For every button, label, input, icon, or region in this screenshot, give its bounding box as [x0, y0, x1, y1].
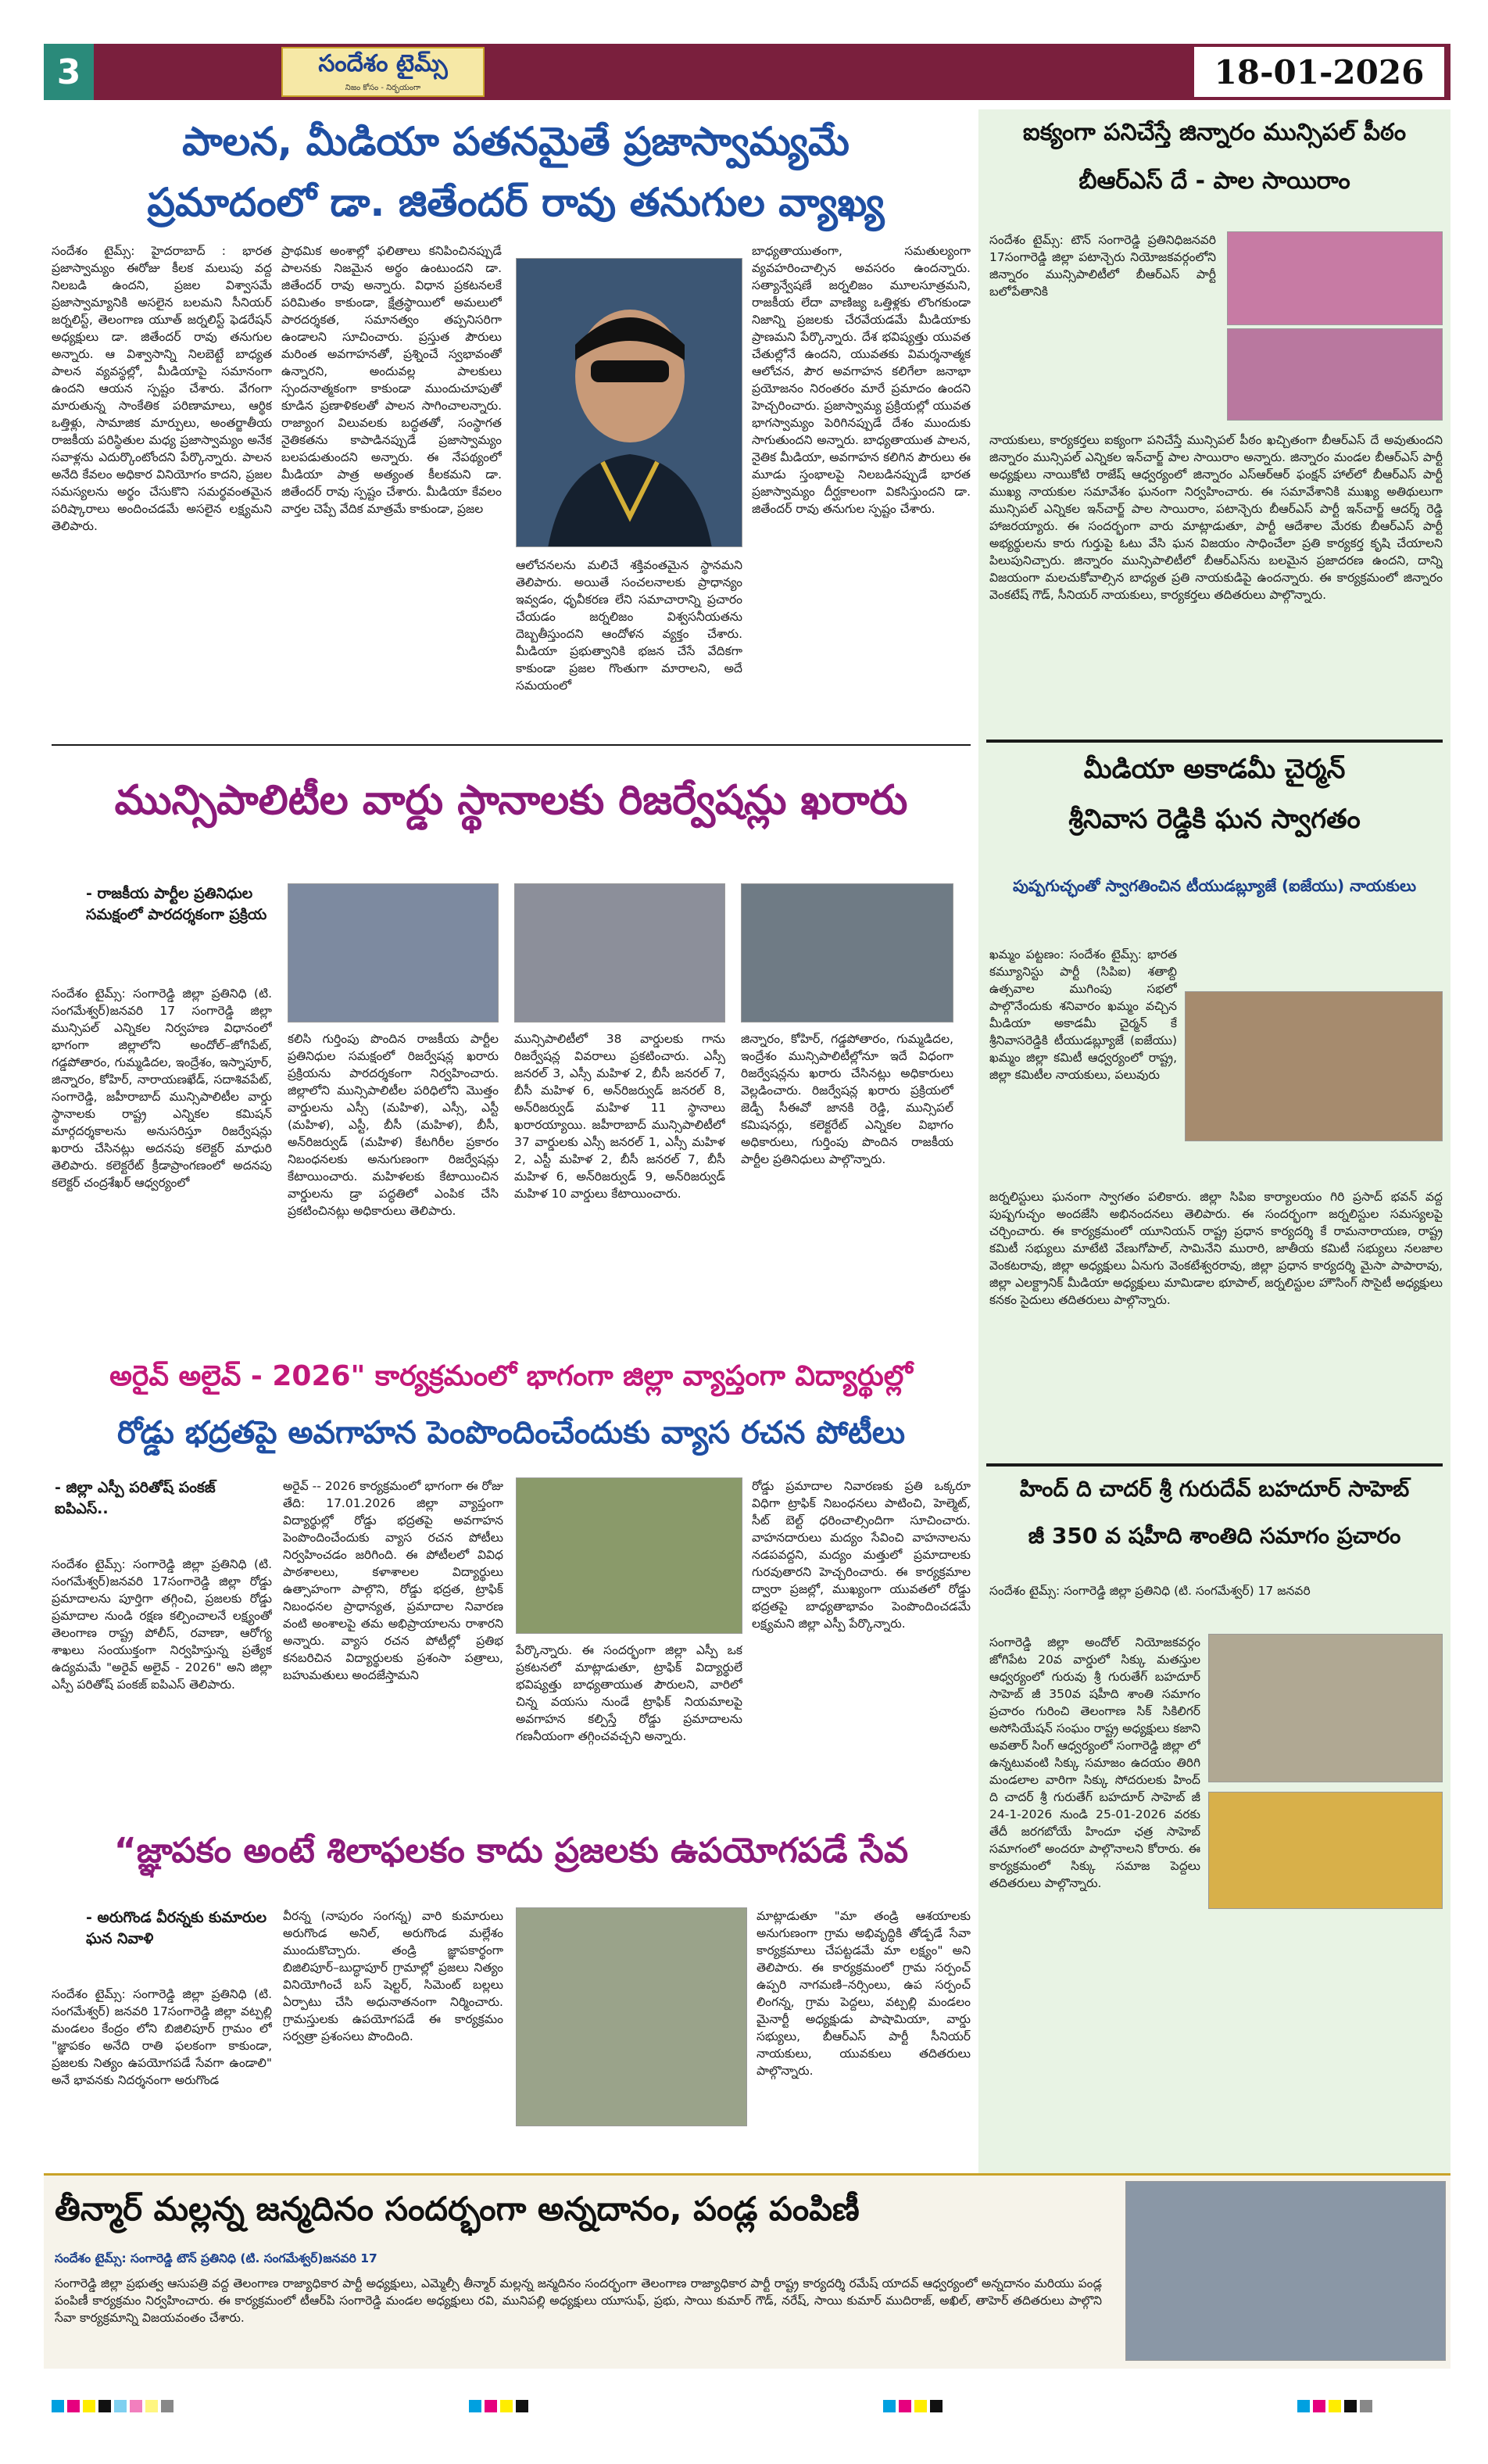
article2-photo-3	[741, 883, 953, 1022]
article1-col1: సందేశం టైమ్స్: హైదరాబాద్ : భారత ప్రజాస్వామ్యం ఈరోజు కీలక మలుపు వద్ద నిలబడి ఉందని, ప్రజల విశ్వాసమే ప్రజాస్వామ్యానికి అసలైన బలమని సీనియర్ జర్నలిస్ట్, తెలంగాణ యూత్ జర్నలిస్ట్ ఫెడరేషన్ అధ్యక్షులు డా. జితేందర్ రావు తనుగుల అన్నారు. ఆ విశ్వాసాన్ని నిలబెట్టే బాధ్యత పాలన వ్యవస్థల్లో, మీడియాపై సమానంగా ఉందని ఆయన స్పష్టం చేశారు. వేగంగా మారుతున్న సాంకేతిక పరిణామాలు, ఆర్థిక ఒత్తిళ్లు, సామాజిక మార్పులు, అంతర్జాతీయ రాజకీయ పరిస్థితుల మధ్య ప్రజాస్వామ్యం అనేక సవాళ్లను ఎదుర్కొంటోందని పేర్కొన్నారు. పాలన అనేది కేవలం అధికార వినియోగం కాదని, ప్రజల సమస్యలను అర్థం చేసుకొని సమర్థవంతమైన పరిష్కారాలు అందించడమే అసలైన లక్ష్యమని తెలిపారు.	[52, 244, 272, 533]
logo-tagline: నిజం కోసం - నిర్భయంగా	[345, 84, 421, 92]
print-registration-marks-mid	[469, 2400, 528, 2416]
article4-headline: “జ్ఞాపకం అంటే శిలాఫలకం కాదు ప్రజలకు ఉపయోగపడే సేవ	[113, 1831, 909, 1871]
article2-strap: - రాజకీయ పార్టీల ప్రతినిధుల సమక్షంలో పారదర్శకంగా ప్రక్రియ	[86, 885, 267, 923]
article4-col1: సందేశం టైమ్స్: సంగారెడ్డి జిల్లా ప్రతినిధి (టి. సంగమేశ్వర్) జనవరి 17సంగారెడ్డి జిల్లా వట్పల్లి మండలం కేంద్రం లోని బిజిలిపూర్ గ్రామం లో "జ్ఞాపకం అనేది రాతి ఫలకంగా కాకుండా, ప్రజలకు నిత్యం ఉపయోగపడే సేవగా ఉండాలి" అనే భావనకు నిదర్శనంగా అరుగొండ	[52, 1987, 272, 2087]
sidebar-story3-photo-2	[1208, 1792, 1443, 1909]
article2-col4: జిన్నారం, కోహిర్, గడ్డపోతారం, గుమ్మడిదల, ఇంద్రేశం మున్సిపాలిటీల్లోనూ ఇదే విధంగా రిజర్వేషన్లను ఖరారు చేసినట్లు అధికారులు వెల్లడించారు. రిజర్వేషన్ల ఖరారు ప్రక్రియలో జెడ్పీ సీఈవో జానకి రెడ్డి, మున్సిపల్ కమిషనర్లు, కలెక్టరేట్ ఎన్నికల విభాగం అధికారులు, గుర్తింపు పొందిన రాజకీయ పార్టీల ప్రతినిధులు పాల్గొన్నారు.	[741, 1032, 953, 1166]
article3-headline-line1: అరైవ్ అలైవ్ - 2026" కార్యక్రమంలో భాగంగా జిల్లా వ్యాప్తంగా విద్యార్థుల్లో	[109, 1360, 913, 1392]
article1-col2: ప్రాథమిక అంశాల్లో ఫలితాలు కనిపించినప్పుడే పాలనకు నిజమైన అర్థం ఉంటుందని డా. జితేందర్ రావు అన్నారు. విధాన ప్రకటనలకే పరిమితం కాకుండా, క్షేత్రస్థాయిలో అమలులో పారదర్శకత, సమానత్వం తప్పనిసరిగా ఉండాలని సూచించారు. ప్రస్తుత పౌరులు మరింత అవగాహనతో, ప్రశ్నించే స్వభావంతో ఉన్నారని, అందువల్ల పాలకులు స్పందనాత్మకంగా కాకుండా ముందుచూపుతో కూడిన ప్రణాళికలతో పాలన సాగించాలన్నారు. రాజ్యాంగ విలువలకు బద్ధతతో, సంస్థాగత నైతికతను కాపాడినప్పుడే ప్రజాస్వామ్యం బలపడుతుందని అన్నారు. ఈ నేపథ్యంలో మీడియా పాత్ర అత్యంత కీలకమని డా. జితేందర్ రావు స్పష్టం చేశారు. మీడియా కేవలం వార్తల చెప్పే వేదిక మాత్రమే కాకుండా, ప్రజల	[281, 244, 502, 516]
print-registration-marks-right	[1297, 2400, 1372, 2416]
article3-strap: - జిల్లా ఎస్పీ పరితోష్ పంకజ్ ఐపిఎస్..	[55, 1479, 216, 1517]
sidebar-story1-photo-1	[1227, 231, 1443, 325]
article2-photo-1	[288, 883, 499, 1022]
sidebar-story2-headline-line1: మీడియా అకాడమీ చైర్మన్	[1083, 754, 1346, 785]
sidebar-story2-intro: ఖమ్మం పట్టణం: సందేశం టైమ్స్: భారత కమ్యూనిస్టు పార్టీ (సిపిఐ) శతాబ్ది ఉత్సవాల ముగింపు సభలో పాల్గొనేందుకు శనివారం ఖమ్మం వచ్చిన మీడియా అకాడమీ చైర్మన్ కే శ్రీనివాసరెడ్డికి టీయుడబ్ల్యూజే (ఐజేయు) ఖమ్మం జిల్లా కమిటీ ఆధ్వర్యంలో రాష్ట్ర, జిల్లా కమిటీల నాయకులు, పలువురు	[989, 947, 1177, 1082]
section-divider	[52, 744, 971, 746]
print-registration-marks-mid2	[883, 2400, 943, 2416]
article2-col3: మున్సిపాలిటీలో 38 వార్డులకు గాను రిజర్వేషన్ల వివరాలు ప్రకటించారు. ఎస్సీ జనరల్ 3, ఎస్సీ మహిళ 2, బీసీ జనరల్ 7, బీసీ మహిళ 6, అన్‌రిజర్వుడ్ జనరల్ 8, అన్‌రిజర్వుడ్ మహిళ 11 స్థానాలు ఖరారయ్యాయి. జహీరాబాద్ మున్సిపాలిటీలో 37 వార్డులకు ఎస్సీ జనరల్ 1, ఎస్సీ మహిళ 2, ఎస్టీ మహిళ 2, బీసీ జనరల్ 7, బీసీ మహిళ 6, అన్‌రిజర్వుడ్ 9, అన్‌రిజర్వుడ్ మహిళ 10 వార్డులు కేటాయించారు.	[514, 1032, 725, 1201]
sidebar-divider-2	[986, 1463, 1443, 1467]
sidebar-story1-intro: సందేశం టైమ్స్: టౌన్ సంగారెడ్డి ప్రతినిధిజనవరి 17సంగారెడ్డి జిల్లా పటాన్చెరు నియోజకవర్గంలోని జిన్నారం మున్సిపాలిటీలో బీఆర్ఎస్ పార్టీ బలోపేతానికి	[989, 233, 1216, 299]
article2-photo-2	[514, 883, 725, 1022]
issue-date: 18-01-2026	[1194, 47, 1444, 97]
article4-photo	[516, 1907, 747, 2126]
article3-col2: అరైవ్ -- 2026 కార్యక్రమంలో భాగంగా ఈ రోజు తేది: 17.01.2026 జిల్లా వ్యాప్తంగా విద్యార్థుల్లో రోడ్డు భద్రతపై అవగాహన పెంపొందించేందుకు వ్యాస రచన పోటీలు నిర్వహించడం జరిగింది. ఈ పోటీలలో వివిధ పాఠశాలలు, కళాశాలల విద్యార్థులు ఉత్సాహంగా పాల్గొని, రోడ్డు భద్రత, ట్రాఫిక్ నిబంధనల ప్రాధాన్యత, ప్రమాదాల నివారణ వంటి అంశాలపై తమ అభిప్రాయాలను రాశారని అన్నారు. వ్యాస రచన పోటీల్లో ప్రతిభ కనబరిచిన విద్యార్థులకు ప్రశంసా పత్రాలు, బహుమతులు అందజేస్తామని	[283, 1479, 503, 1682]
article3-photo	[516, 1477, 742, 1634]
sidebar-story1-headline-line2: బీఆర్ఎస్ దే - పాల సాయిరాం	[1078, 167, 1350, 195]
article1-portrait-photo	[516, 258, 742, 547]
bottom-headline: తీన్మార్ మల్లన్న జన్మదినం సందర్భంగా అన్నదానం, పండ్ల పంపిణీ	[55, 2190, 860, 2228]
newspaper-logo	[281, 47, 485, 97]
sidebar-story2-photo	[1185, 991, 1443, 1141]
sidebar-story2-headline-line2: శ్రీనివాస రెడ్డికి ఘన స్వాగతం	[1068, 804, 1361, 835]
article3-col1: సందేశం టైమ్స్: సంగారెడ్డి జిల్లా ప్రతినిధి (టి. సంగమేశ్వర్)జనవరి 17సంగారెడ్డి జిల్లా రోడ్డు ప్రమాదాలను పూర్తిగా తగ్గించి, ప్రజలకు రోడ్డు ప్రమాదాల నుండి రక్షణ కల్పించాలనే లక్ష్యంతో తెలంగాణ రాష్ట్ర పోలీస్, రవాణా, ఆరోగ్య శాఖలు సంయుక్తంగా నిర్వహిస్తున్న ప్రత్యేక ఉద్యమమే "అరైవ్ అలైవ్ - 2026" అని జిల్లా ఎస్పీ పరితోష్ పంకజ్ ఐపిఎస్ తెలిపారు.	[52, 1557, 272, 1692]
sidebar-story1-headline-line1: ఐక్యంగా పనిచేస్తే జిన్నారం మున్సిపల్ పీఠం	[1022, 119, 1407, 146]
article2-col2: కలిసి గుర్తింపు పొందిన రాజకీయ పార్టీల ప్రతినిధుల సమక్షంలో రిజర్వేషన్ల ఖరారు ప్రక్రియను పారదర్శకంగా నిర్వహించారు. జిల్లాలోని మున్సిపాలిటీల పరిధిలోని మొత్తం వార్డులను ఎస్సీ (మహిళ), ఎస్సీ, ఎస్టీ (మహిళ), ఎస్టీ, బీసీ (మహిళ), బీసీ, అన్‌రిజర్వుడ్ (మహిళ) కేటగిరీల ప్రకారం నిబంధనలకు అనుగుణంగా రిజర్వేషన్లు కేటాయించారు. మహిళలకు కేటాయించిన వార్డులను డ్రా పద్ధతిలో ఎంపిక చేసి ప్రకటించినట్లు అధికారులు తెలిపారు.	[288, 1032, 499, 1218]
sidebar-story3-photo-1	[1208, 1634, 1443, 1782]
sidebar-story3-headline-line2: జీ 350 వ షహీది శాంతిది సమాగం ప్రచారం	[1028, 1523, 1401, 1549]
sidebar-story3-body: సంగారెడ్డి జిల్లా అందోల్ నియోజకవర్గం జోగిపేట 20వ వార్డులో సిక్కు మతస్తుల ఆధ్వర్యంలో గురువు శ్రీ గురుతేగ్ బహదూర్ సాహెబ్ జీ 350వ షహీది శాంతి సమాగం ప్రచారం గురించి తెలంగాణ సిక్ సికిలిగర్ అసోసియేషన్ సంఘం రాష్ట్ర అధ్యక్షులు కజాని అవతార్ సింగ్ ఆధ్వర్యంలో సంగారెడ్డి జిల్లా లో ఉన్నటువంటి సిక్కు సమాజం ఉదయం తిరిగి మండలాల వారిగా సిక్కు సోదరులకు హింద్ ది చాదర్ శ్రీ గురుతేగ్ బహదూర్ సాహెబ్ జీ 24-1-2026 నుండి 25-01-2026 వరకు తేదీ జరగబోయే హిందూ ఛత్ర సాహెబ్ సమాగంలో అందరూ పాల్గొనాలని కోరారు. ఈ కార్యక్రమంలో సిక్కు సమాజ పెద్దలు తదితరులు పాల్గొన్నారు.	[989, 1635, 1200, 1890]
sidebar-story2-strap: పుష్పగుచ్ఛంతో స్వాగతించిన టీయుడబ్ల్యూజే (ఐజేయు) నాయకులు	[1012, 876, 1417, 895]
print-registration-marks-left	[52, 2400, 173, 2416]
page-number: 3	[44, 44, 94, 100]
sidebar-story1-body: నాయకులు, కార్యకర్తలు ఐక్యంగా పనిచేస్తే మున్సిపల్ పీఠం ఖచ్చితంగా బీఆర్ఎస్ దే అవుతుందని జిన్నారం మున్సిపల్ ఎన్నికల ఇన్‌చార్జ్ పాల సాయిరాం అన్నారు. జిన్నారం మండల బీఆర్ఎస్ పార్టీ అధ్యక్షులు నాయికోటి రాజేష్ ఆధ్వర్యంలో జిన్నారం ఎస్‌ఆర్‌ఆర్ ఫంక్షన్ హాల్‌లో బీఆర్ఎస్ పార్టీ ముఖ్య నాయకుల సమావేశం ఘనంగా నిర్వహించారు. ఈ సమావేశానికి ముఖ్య అతిథులుగా మున్సిపల్ ఎన్నికల ఇన్‌చార్జ్ పాల సాయిరాం, పటాన్చెరు బీఆర్ఎస్ పార్టీ ఇన్‌చార్జ్ ఆదర్శ్ రెడ్డి హాజరయ్యారు. ఈ సందర్భంగా వారు మాట్లాడుతూ, పార్టీ ఆదేశాల మేరకు బీఆర్ఎస్ పార్టీ అభ్యర్థులను కారు గుర్తుపై ఓటు వేసి ఘన విజయం సాధించేలా ప్రతి కార్యకర్త కృషి చేయాలని పిలుపునిచ్చారు. జిన్నారం మున్సిపాలిటీలో బీఆర్ఎస్‌ను బలమైన ప్రజాదరణ ఉందని, దాన్ని విజయంగా మలచుకోవాల్సిన బాధ్యత ప్రతి నాయకుడిపై ఉందన్నారు. ఈ కార్యక్రమంలో జిన్నారం వెంకటేష్ గౌడ్, సీనియర్ నాయకులు, కార్యకర్తలు తదితరులు పాల్గొన్నారు.	[989, 433, 1443, 602]
sidebar-story1-photo-2	[1227, 328, 1443, 421]
bottom-photo	[1125, 2181, 1446, 2361]
article4-col2: వీరన్న (నాపురం సంగన్న) వారి కుమారులు అరుగొండ అనిల్, అరుగొండ మల్లేశం ముందుకొచ్చారు. తండ్రి జ్ఞాపకార్థంగా బిజిలిపూర్–బుద్ధాపూర్ గ్రామాల్లో ప్రజలు నిత్యం వినియోగించే బస్ షెల్టర్, సిమెంట్ బల్లలు ఏర్పాటు చేసి అధునాతనంగా నిర్మించారు. గ్రామస్తులకు ఉపయోగపడే ఈ కార్యక్రమం సర్వత్రా ప్రశంసలు పొందింది.	[283, 1909, 503, 2043]
article1-col3: ఆలోచనలను మలిచే శక్తివంతమైన స్థానమని తెలిపారు. అయితే సంచలనాలకు ప్రాధాన్యం ఇవ్వడం, ధృవీకరణ లేని సమాచారాన్ని ప్రచారం చేయడం జర్నలిజం విశ్వసనీయతను దెబ్బతీస్తుందని ఆందోళన వ్యక్తం చేశారు. మీడియా ప్రభుత్వానికి భజన చేసే వేదికగా కాకుండా ప్రజల గొంతుగా మారాలని, అదే సమయంలో	[516, 558, 742, 693]
article2-col1: సందేశం టైమ్స్: సంగారెడ్డి జిల్లా ప్రతినిధి (టి. సంగమేశ్వర్)జనవరి 17 సంగారెడ్డి జిల్లా మున్సిపల్ ఎన్నికల నిర్వహణ విధానంలో భాగంగా జిల్లాలోని అందోల్–జోగిపేట్, గడ్డపోతారం, గుమ్మడిదల, ఇంద్రేశం, ఇస్నాపూర్, జిన్నారం, కోహిర్, నారాయణఖేడ్, సదాశివపేట్, సంగారెడ్డి, జహీరాబాద్ మున్సిపాలిటీల వార్డు స్థానాలకు రాష్ట్ర ఎన్నికల కమిషన్ మార్గదర్శకాలను అనుసరిస్తూ రిజర్వేషన్లు ఖరారు చేసినట్లు అదనపు కలెక్టర్ మాధురి తెలిపారు. కలెక్టరేట్ క్రీడాప్రాంగణంలో అదనపు కలెక్టర్ చంద్రశేఖర్ ఆధ్వర్యంలో	[52, 987, 272, 1190]
sidebar-story2-body: జర్నలిస్టులు ఘనంగా స్వాగతం పలికారు. జిల్లా సిపిఐ కార్యాలయం గిరి ప్రసాద్ భవన్ వద్ద పుష్పగుచ్ఛం అందజేసి అభినందనలు తెలిపారు. ఈ సందర్భంగా జర్నలిస్టుల సమస్యలపై చర్చించారు. ఈ కార్యక్రమంలో యూనియన్ రాష్ట్ర ప్రధాన కార్యదర్శి కే రామనారాయణ, రాష్ట్ర కమిటీ సభ్యులు మాటేటి వేణుగోపాల్, సామినేని మురారి, జాతీయ కమిటీ సభ్యులు నలజాల వెంకటరావు, జిల్లా అధ్యక్షులు ఏనుగు వెంకటేశ్వరరావు, జిల్లా ప్రధాన కార్యదర్శి మైసా పాపారావు, జిల్లా ఎలక్ట్రానిక్ మీడియా అధ్యక్షులు మామిడాల భూపాల్, జర్నలిస్టుల హౌసింగ్ సొసైటీ అధ్యక్షులు కనకం సైదులు తదితరులు పాల్గొన్నారు.	[989, 1190, 1443, 1307]
sidebar-story3-intro: సందేశం టైమ్స్: సంగారెడ్డి జిల్లా ప్రతినిధి (టి. సంగమేశ్వర్) 17 జనవరి	[989, 1584, 1311, 1598]
article1-headline-line1: పాలన, మీడియా పతనమైతే ప్రజాస్వామ్యమే	[182, 119, 850, 164]
article3-col3: పేర్కొన్నారు. ఈ సందర్భంగా జిల్లా ఎస్పీ ఒక ప్రకటనలో మాట్లాడుతూ, ట్రాఫిక్ విద్యార్థులే భవిష్యత్తు బాధ్యతాయుత పౌరులని, వారిలో చిన్న వయసు నుండే ట్రాఫిక్ నియమాలపై అవగాహన కల్పిస్తే రోడ్డు ప్రమాదాలను గణనీయంగా తగ్గించవచ్చని అన్నారు.	[516, 1643, 742, 1743]
article2-headline: మున్సిపాలిటీల వార్డు స్థానాలకు రిజర్వేషన్లు ఖరారు	[114, 777, 908, 824]
article4-strap: - అరుగొండ వీరన్నకు కుమారుల ఘన నివాళి	[86, 1909, 267, 1947]
article1-col4: బాధ్యతాయుతంగా, సమతుల్యంగా వ్యవహరించాల్సిన అవసరం ఉందన్నారు. సత్యాన్వేషణే జర్నలిజం మూలసూత్రమని, రాజకీయ లేదా వాణిజ్య ఒత్తిళ్లకు లొంగకుండా నిజాన్ని ప్రజలకు చేరవేయడమే మీడియాకు ప్రాణమని పేర్కొన్నారు. దేశ భవిష్యత్తు యువత చేతుల్లోనే ఉందని, యువతకు విమర్శనాత్మక ఆలోచన, పౌర అవగాహన కలిగేలా జనాభా ప్రయోజనం నిరంతరం మారే ప్రమాదం ఉందని హెచ్చరించారు. ప్రజాస్వామ్య ప్రక్రియల్లో యువత భాగస్వామ్యం పెరిగినప్పుడే దేశం ముందుకు సాగుతుందని అన్నారు. బాధ్యతాయుత పాలన, నైతిక మీడియా, అవగాహన కలిగిన పౌరులు ఈ మూడు స్తంభాలపై నిలబడినప్పుడే భారత ప్రజాస్వామ్యం దీర్ఘకాలంగా వికసిస్తుందని డా. జితేందర్ రావు తనుగుల స్పష్టం చేశారు.	[752, 244, 971, 516]
logo-name: సందేశం టైమ్స్	[318, 50, 448, 77]
article3-headline-line2: రోడ్డు భద్రతపై అవగాహన పెంపొందించేందుకు వ్యాస రచన పోటీలు	[116, 1415, 906, 1451]
article4-col3: మాట్లాడుతూ "మా తండ్రి ఆశయాలకు అనుగుణంగా గ్రామ అభివృద్ధికి తోడ్పడే సేవా కార్యక్రమాలు చేపట్టడమే మా లక్ష్యం" అని తెలిపారు. ఈ కార్యక్రమంలో గ్రామ సర్పంచ్ ఉప్పరి నాగమణి–నర్సింలు, ఉప సర్పంచ్ లింగన్న, గ్రామ పెద్దలు, వట్పల్లి మండలం మైనార్టీ అధ్యక్షుడు పాషామియా, వార్డు సభ్యులు, బీఆర్‌ఎస్ పార్టీ సీనియర్ నాయకులు, యువకులు తదితరులు పాల్గొన్నారు.	[757, 1909, 971, 2078]
bottom-body: సంగారెడ్డి జిల్లా ప్రభుత్వ ఆసుపత్రి వద్ద తెలంగాణ రాజ్యాధికార పార్టీ అధ్యక్షులు, ఎమ్మెల్సీ తీన్మార్ మల్లన్న జన్మదినం సందర్భంగా తెలంగాణ రాజ్యాధికార పార్టీ రాష్ట్ర కార్యదర్శి రమేష్ యాదవ్ ఆధ్వర్యంలో అన్నదానం మరియు పండ్ల పంపిణీ కార్యక్రమం నిర్వహించారు. ఈ కార్యక్రమంలో టీఆర్‌పి సంగారెడ్డి మండల అధ్యక్షులు రవి, మునిపల్లి అధ్యక్షులు యూసుఫ్, ప్రభు, సాయి కుమార్ గౌడ్, నరేష్, సాయి కుమార్ ముదిరాజ్, అఖిల్, తాహెర్ తదితరులు పాల్గొని సేవా కార్యక్రమాన్ని విజయవంతం చేశారు.	[55, 2276, 1102, 2325]
sidebar-story3-headline-line1: హింద్ ది చాదర్ శ్రీ గురుదేవ్ బహదూర్ సాహెబ్	[1019, 1476, 1410, 1502]
article1-headline-line2: ప్రమాదంలో డా. జితేందర్ రావు తనుగుల వ్యాఖ్య	[147, 180, 885, 225]
bottom-intro: సందేశం టైమ్స్: సంగారెడ్డి టౌన్ ప్రతినిధి (టి. సంగమేశ్వర్)జనవరి 17	[55, 2251, 377, 2265]
sidebar-divider-1	[986, 740, 1443, 743]
article3-col4: రోడ్డు ప్రమాదాల నివారణకు ప్రతి ఒక్కరూ విధిగా ట్రాఫిక్ నిబంధనలు పాటించి, హెల్మెట్, సీట్ బెల్ట్ ధరించాల్సిందిగా సూచించారు. వాహనదారులు మద్యం సేవించి వాహనాలను నడపవద్దని, మద్యం మత్తులో ప్రమాదాలకు గురవుతారని హెచ్చరించారు. ఈ కార్యక్రమాల ద్వారా ప్రజల్లో, ముఖ్యంగా యువతలో రోడ్డు భద్రతపై బాధ్యతాభావం పెంపొందించడమే లక్ష్యమని జిల్లా ఎస్పీ పేర్కొన్నారు.	[752, 1479, 971, 1631]
